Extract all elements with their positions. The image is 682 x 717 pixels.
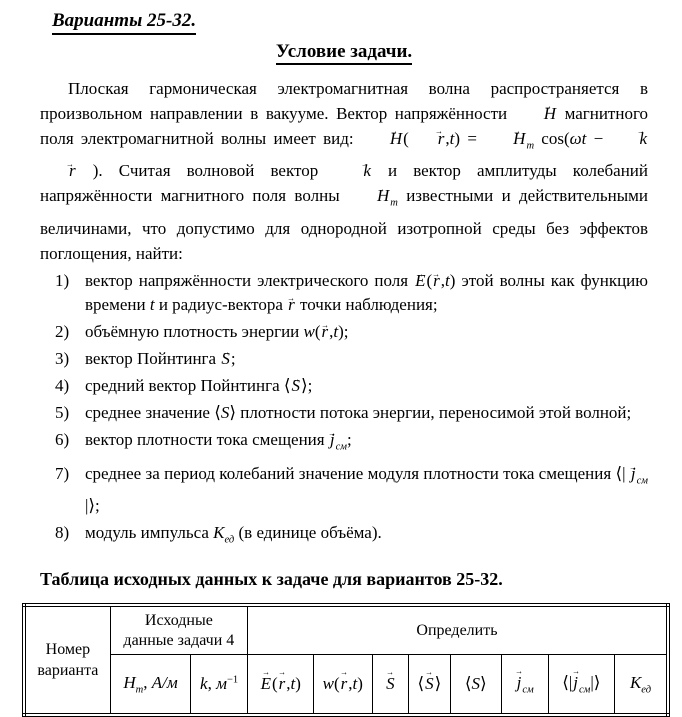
task-number: 6) bbox=[55, 429, 70, 449]
header-col-mean-s: ⟨S⟩ bbox=[450, 655, 501, 715]
table-caption: Таблица исходных данных к задаче для вариантов 25-32. bbox=[40, 568, 503, 589]
doc-title: Варианты 25-32. bbox=[52, 10, 196, 35]
header-col-energy-density: w(r →,t) bbox=[313, 655, 372, 715]
header-col-k: k, $м^{-1}$ bbox=[191, 655, 248, 715]
task-text: вектор напряжённости электрического поля E →(r →,t) этой волны как функцию времени t и радиус-вектора r → точки наблюдения; bbox=[85, 269, 648, 317]
task-item-5 bbox=[40, 401, 648, 425]
header-source-line2: данные задачи 4 bbox=[123, 631, 235, 649]
header-col-mean-j-disp: ⟨|j $\to_{см}|⟩$ bbox=[548, 655, 614, 715]
header-col-hm: $H_m$, А/м bbox=[110, 655, 190, 715]
task-text: вектор Пойнтинга S →; bbox=[85, 347, 648, 371]
task-text: среднее за период колебаний значение модуля плотности тока смещения ⟨| $j \to_{см}$ |⟩; bbox=[85, 462, 648, 517]
task-item-2 bbox=[40, 320, 648, 344]
task-item-1 bbox=[40, 269, 648, 317]
header-source-line1: Исходные bbox=[144, 611, 213, 629]
header-col-mean-poynting: ⟨S →⟩ bbox=[408, 655, 450, 715]
section-heading-text: Условие задачи. bbox=[276, 41, 412, 65]
task-number: 4) bbox=[55, 375, 70, 395]
task-list bbox=[40, 269, 648, 552]
header-col-poynting: S → bbox=[372, 655, 408, 715]
header-col-e-field: E →(r →,t) bbox=[247, 655, 313, 715]
task-text: вектор плотности тока смещения $j \to_{см}$; bbox=[85, 428, 648, 459]
task-number: 5) bbox=[55, 402, 70, 422]
section-heading bbox=[40, 41, 648, 63]
task-text: среднее значение ⟨S⟩ плотности потока энергии, переносимой этой волной; bbox=[85, 402, 632, 422]
task-text: модуль импульса $K_{ед}$ (в единице объёма). bbox=[85, 522, 382, 545]
task-number: 1) bbox=[55, 270, 70, 290]
task-number: 7) bbox=[55, 464, 70, 484]
task-item-3 bbox=[40, 347, 648, 371]
task-number: 8) bbox=[55, 522, 70, 542]
header-determine-group: Определить bbox=[247, 605, 668, 655]
header-variant: Номер варианта bbox=[24, 605, 110, 715]
task-item-4 bbox=[40, 374, 648, 398]
task-item-7 bbox=[40, 462, 648, 517]
header-col-k-impulse: $K_{ед}$ bbox=[614, 655, 668, 715]
header-source-group bbox=[110, 605, 247, 655]
task-number: 2) bbox=[55, 321, 70, 341]
problem-statement: Плоская гармоническая электромагнитная волна распространяется в произвольном направлении в вакууме. Вектор напряжённости H → магнитного поля электромагнитной волны имеет вид: H →( $r \to,t) = H \to_m$ cos(ωt − k → r → ). Считая волновой вектор k → и вектор амплитуды колебаний напряжённости магнитного поля волны $H \to_m$ известными и действительными величинами, что допустимо для однородной изотропной среды без эффектов поглощения, найти: bbox=[40, 76, 648, 266]
task-number: 3) bbox=[55, 348, 70, 368]
task-item-8 bbox=[40, 521, 648, 552]
task-text: средний вектор Пойнтинга ⟨S →⟩; bbox=[85, 374, 648, 398]
header-col-j-disp: $j \to_{см}$ bbox=[501, 655, 548, 715]
data-table bbox=[22, 603, 670, 717]
task-item-6 bbox=[40, 428, 648, 459]
task-text: объёмную плотность энергии w(r →,t); bbox=[85, 320, 648, 344]
doc-title-row bbox=[40, 10, 648, 35]
